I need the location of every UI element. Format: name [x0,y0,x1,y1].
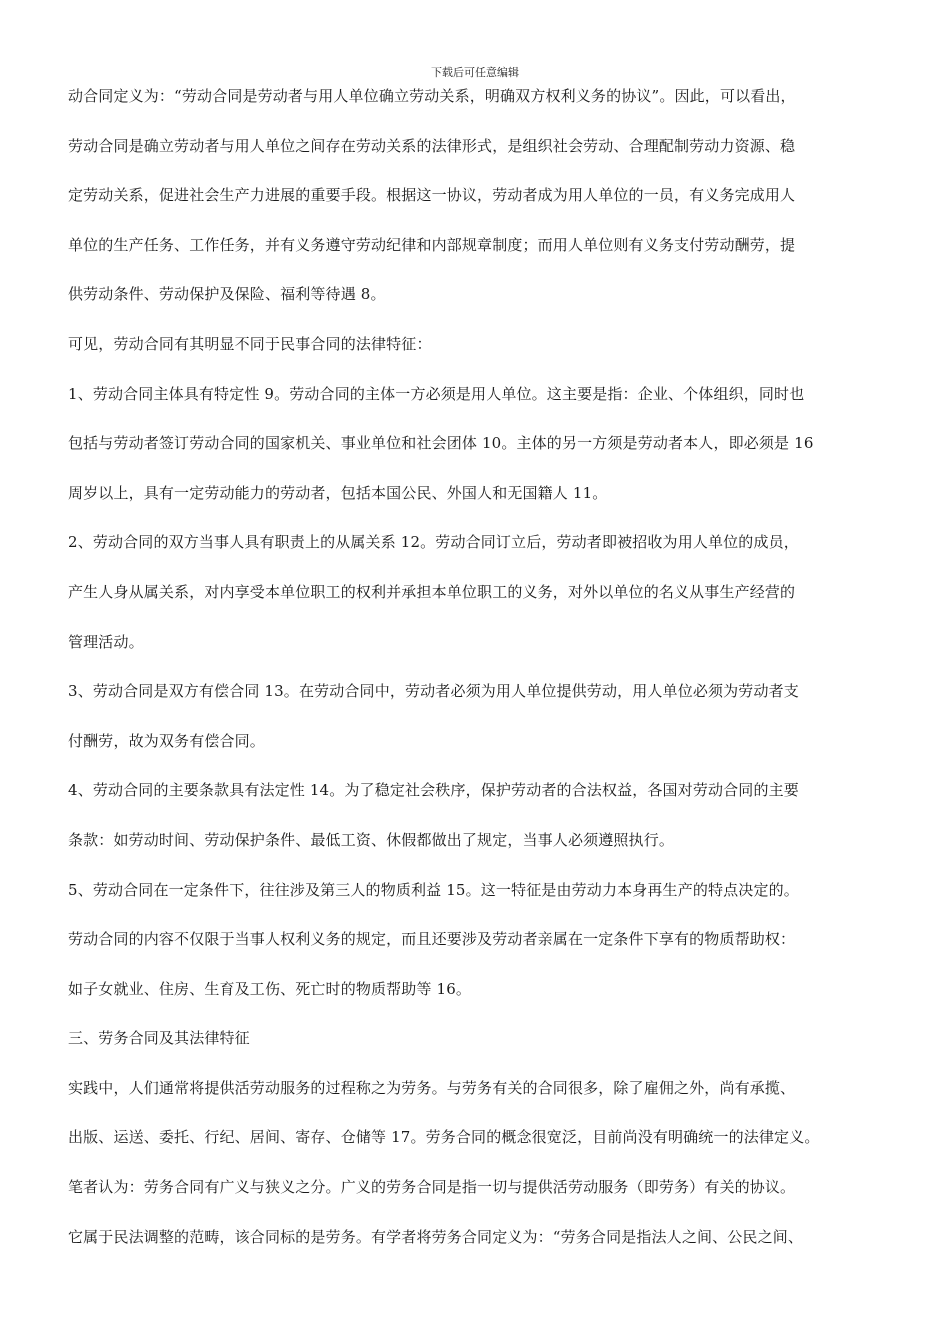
text-line: 3、劳动合同是双方有偿合同 13。在劳动合同中，劳动者必须为用人单位提供劳动，用人单位必须为劳动者支 [68,682,799,701]
text-line: 产生人身从属关系，对内享受本单位职工的权利并承担本单位职工的义务，对外以单位的名义从事生产经营的 [68,582,796,601]
text-line: 动合同定义为：“劳动合同是劳动者与用人单位确立劳动关系，明确双方权利义务的协议”。因此，可以看出， [68,87,796,105]
text-line: 包括与劳动者签订劳动合同的国家机关、事业单位和社会团体 10。主体的另一方须是劳动者本人，即必须是 16 [68,434,814,453]
text-line: 2、劳动合同的双方当事人具有职责上的从属关系 12。劳动合同订立后，劳动者即被招收为用人单位的成员， [68,533,799,552]
text-line: 如子女就业、住房、生育及工伤、死亡时的物质帮助等 16。 [68,979,472,998]
text-line: 付酬劳，故为双务有偿合同。 [68,731,265,750]
text-line: 它属于民法调整的范畴，该合同标的是劳务。有学者将劳务合同定义为：“劳务合同是指法人之间、公民之间、 [68,1227,804,1246]
header-note: 下载后可任意编辑 [431,66,519,79]
text-line: 4、劳动合同的主要条款具有法定性 14。为了稳定社会秩序，保护劳动者的合法权益，各国对劳动合同的主要 [68,781,799,800]
text-line: 实践中，人们通常将提供活劳动服务的过程称之为劳务。与劳务有关的合同很多，除了雇佣之外，尚有承揽、 [68,1078,796,1097]
text-line: 供劳动条件、劳动保护及保险、福利等待遇 8。 [68,285,386,304]
text-line: 劳动合同的内容不仅限于当事人权利义务的规定，而且还要涉及劳动者亲属在一定条件下享有的物质帮助权： [68,930,796,949]
text-line: 劳动合同是确立劳动者与用人单位之间存在劳动关系的法律形式，是组织社会劳动、合理配制劳动力资源、稳 [68,136,796,155]
text-line: 单位的生产任务、工作任务，并有义务遵守劳动纪律和内部规章制度；而用人单位则有义务支付劳动酬劳，提 [68,235,796,254]
text-line: 笔者认为：劳务合同有广义与狭义之分。广义的劳务合同是指一切与提供活劳动服务（即劳务）有关的协议。 [68,1178,796,1197]
text-line: 5、劳动合同在一定条件下，往往涉及第三人的物质利益 15。这一特征是由劳动力本身再生产的特点决定的。 [68,880,799,899]
text-line: 条款：如劳动时间、劳动保护条件、最低工资、休假都做出了规定，当事人必须遵照执行。 [68,830,675,849]
section-heading: 三、劳务合同及其法律特征 [68,1029,250,1048]
text-line: 定劳动关系，促进社会生产力进展的重要手段。根据这一协议，劳动者成为用人单位的一员，有义务完成用人 [68,186,796,205]
text-line: 出版、运送、委托、行纪、居间、寄存、仓储等 17。劳务合同的概念很宽泛，目前尚没有明确统一的法律定义。 [68,1128,820,1147]
paragraph-intro: 可见，劳动合同有其明显不同于民事合同的法律特征： [68,334,432,353]
text-line: 1、劳动合同主体具有特定性 9。劳动合同的主体一方必须是用人单位。这主要是指：企业、个体组织，同时也 [68,384,805,403]
text-line: 周岁以上，具有一定劳动能力的劳动者，包括本国公民、外国人和无国籍人 11。 [68,483,608,502]
document-body [68,80,883,1270]
text-line: 管理活动。 [68,632,144,651]
